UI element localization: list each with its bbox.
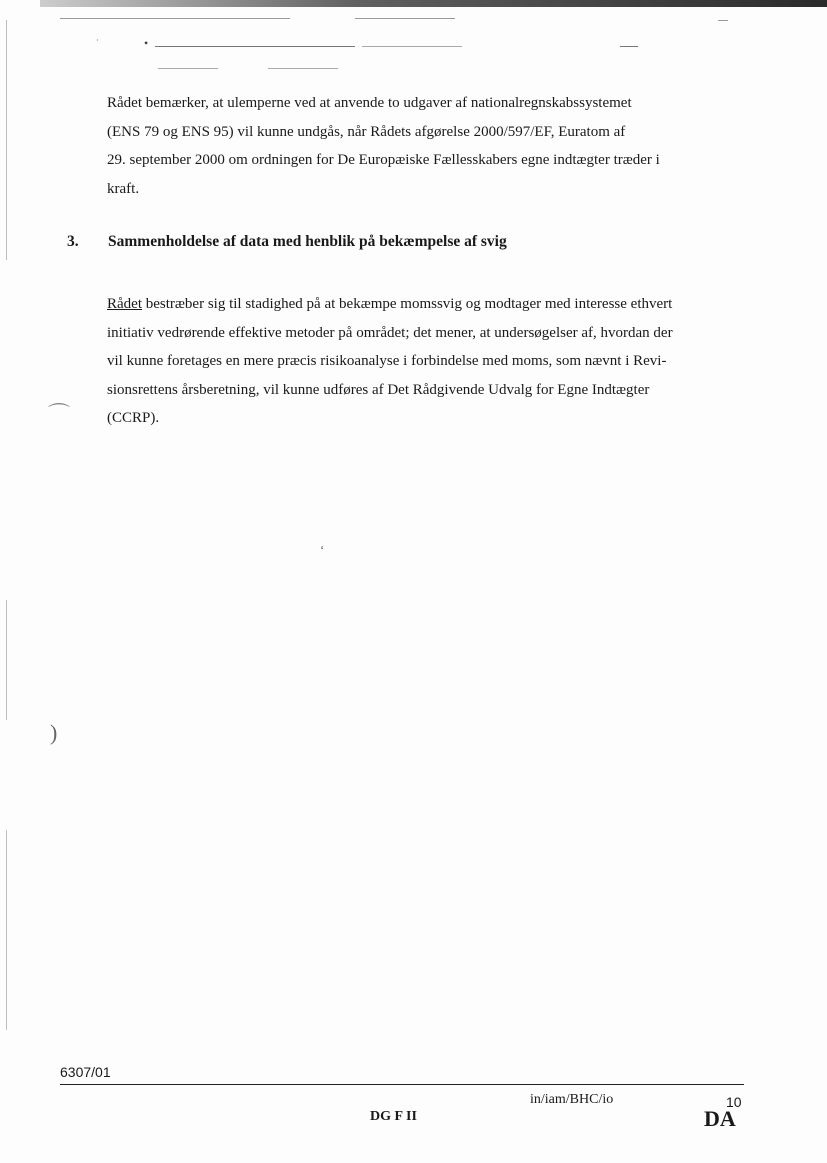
footer-language-code: DA [704, 1106, 736, 1131]
scan-speck: · [96, 36, 99, 45]
section-number: 3. [67, 233, 79, 250]
paragraph-line: vil kunne foretages en mere præcis risikoanalyse i forbindelse med moms, som nævnt i Revi- [107, 353, 667, 369]
section-title: Sammenholdelse af data med henblik på bekæmpelse af svig [108, 233, 507, 250]
paragraph-line: 29. september 2000 om ordningen for De Europæiske Fællesskabers egne indtægter træder i [107, 152, 660, 168]
scan-edge-line [6, 600, 7, 720]
paragraph-line: sionsrettens årsberetning, vil kunne udføres af Det Rådgivende Udvalg for Egne Indtægter [107, 381, 650, 398]
paragraph-line: (ENS 79 og ENS 95) vil kunne undgås, når Rådets afgørelse 2000/597/EF, Euratom af [107, 123, 626, 140]
paragraph-line: (CCRP). [107, 410, 160, 426]
paragraph-line: bestræber sig til stadighed på at bekæmpe momssvig og modtager med interesse ethvert [142, 296, 673, 312]
fax-artifact-line [155, 46, 355, 47]
footer-page-number: 10 [726, 1094, 742, 1110]
footer-reference: in/iam/BHC/io [530, 1092, 614, 1107]
paragraph-line: kraft. [107, 180, 140, 197]
fax-artifact-line [718, 20, 728, 21]
paragraph-line: initiativ vedrørende effektive metoder på området; det mener, at undersøgelser af, hvordan der [107, 324, 673, 341]
scan-edge-line [6, 830, 7, 1030]
scan-speck: • [144, 36, 149, 50]
footer-department: DG F II [370, 1109, 417, 1124]
scan-edge-line [6, 20, 7, 260]
paragraph-line: Rådet bemærker, at ulemperne ved at anvende to udgaver af nationalregnskabssystemet [107, 95, 632, 111]
fax-header-strip [40, 0, 827, 7]
footer-doc-number: 6307/01 [60, 1064, 111, 1080]
footer-rule [60, 1084, 744, 1085]
underlined-word: Rådet [107, 296, 142, 312]
punch-hole-mark: ⌒ [48, 402, 71, 427]
fax-artifact-line [158, 68, 218, 69]
fax-artifact-line [355, 18, 455, 19]
fax-artifact-line [620, 46, 638, 47]
fax-artifact-line [362, 46, 462, 47]
fax-artifact-line [60, 18, 290, 19]
fax-artifact-line [268, 68, 338, 69]
scan-speck: ʻ [320, 542, 325, 557]
punch-hole-mark: ) [50, 720, 58, 745]
paragraph-vat-fraud [107, 290, 757, 433]
paragraph-ens-systems [107, 89, 757, 203]
